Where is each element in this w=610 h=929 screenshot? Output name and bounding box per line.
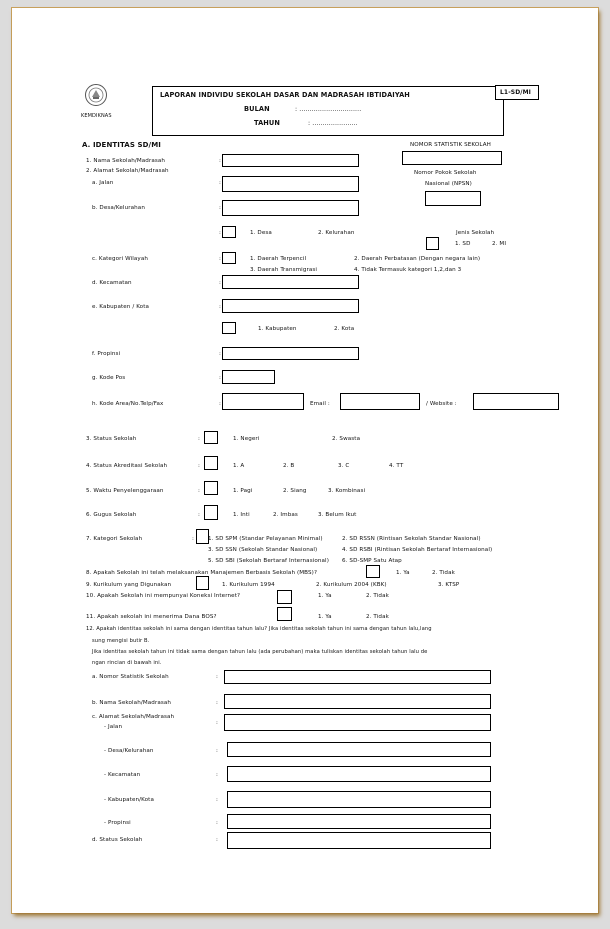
field-12c-label: c. Alamat Sekolah/Madrasah (92, 714, 175, 720)
f11-opt-2: 2. Tidak (366, 614, 389, 620)
colon: : (219, 401, 221, 407)
desa-opt-2: 2. Kelurahan (318, 230, 355, 236)
f8-opt-2: 2. Tidak (432, 570, 455, 576)
colon: : (192, 536, 194, 542)
akr-opt-2: 2. B (283, 463, 295, 469)
nss-input[interactable] (402, 151, 502, 165)
kat-opt-3: 3. SD SSN (Sekolah Standar Nasional) (208, 547, 318, 553)
field-9-label: 9. Kurikulum yang Digunakan (86, 582, 172, 588)
waktu-opt-1: 1. Pagi (233, 488, 253, 494)
f10-opt-2: 2. Tidak (366, 593, 389, 599)
field-8-label: 8. Apakah Sekolah ini telah melaksanakan Manajemen Berbasis Sekolah (MBS)? (86, 570, 318, 576)
desa-type-checkbox[interactable] (222, 226, 236, 238)
desa-input[interactable] (222, 200, 359, 216)
akreditasi-checkbox[interactable] (204, 456, 218, 470)
npsn-input[interactable] (425, 191, 481, 206)
field-12-line-3: Jika identitas sekolah tahun ini tidak sama dengan tahun lalu (ada perubahan) maka tuliskan identitas sekolah tahun lalu de (92, 649, 428, 655)
status-opt-2: 2. Swasta (332, 436, 361, 442)
colon: : (198, 463, 200, 469)
f10-opt-1: 1. Ya (318, 593, 332, 599)
colon: : (219, 230, 221, 236)
prev-nama-input[interactable] (224, 694, 491, 709)
colon: : (219, 158, 221, 164)
field-2a-label: a. Jalan (92, 180, 114, 186)
field-12c-kecamatan: - Kecamatan (104, 772, 141, 778)
prev-jalan-input[interactable] (224, 714, 491, 731)
colon: : (216, 837, 218, 843)
akr-opt-1: 1. A (233, 463, 245, 469)
email-label: Email : (310, 401, 330, 407)
bulan-value[interactable]: : .............................. (295, 106, 362, 113)
field-2-label: 2. Alamat Sekolah/Madrasah (86, 168, 169, 174)
kabupaten-type-checkbox[interactable] (222, 322, 236, 334)
field-12a-label: a. Nomor Statistik Sekolah (92, 674, 169, 680)
jenis-opt-1: 1. SD (455, 241, 471, 247)
field-2b-label: b. Desa/Kelurahan (92, 205, 145, 211)
colon: : (216, 674, 218, 680)
desa-opt-1: 1. Desa (250, 230, 272, 236)
field-4-label: 4. Status Akreditasi Sekolah (86, 463, 168, 469)
colon: : (219, 375, 221, 381)
waktu-opt-2: 2. Siang (283, 488, 307, 494)
status-checkbox[interactable] (204, 431, 218, 444)
colon: : (198, 436, 200, 442)
kurikulum-checkbox[interactable] (196, 576, 209, 590)
colon: : (219, 304, 221, 310)
prev-kecamatan-input[interactable] (227, 766, 491, 782)
kecamatan-input[interactable] (222, 275, 359, 289)
field-12b-label: b. Nama Sekolah/Madrasah (92, 700, 172, 706)
colon: : (198, 488, 200, 494)
field-12c-propinsi: - Propinsi (104, 820, 131, 826)
f8-opt-1: 1. Ya (396, 570, 410, 576)
wilayah-opt-2: 2. Daerah Perbatasan (Dengan negara lain) (354, 256, 481, 262)
colon: : (216, 748, 218, 754)
kur-opt-1: 1. Kurikulum 1994 (222, 582, 275, 588)
colon: : (216, 820, 218, 826)
document-page (12, 8, 598, 913)
gugus-opt-2: 2. Imbas (273, 512, 298, 518)
colon: : (216, 797, 218, 803)
kat-opt-1: 1. SD SPM (Standar Pelayanan Minimal) (208, 536, 323, 542)
prev-status-input[interactable] (227, 832, 491, 849)
kat-opt-4: 4. SD RSBI (Rintisan Sekolah Bertaraf Internasional) (342, 547, 493, 553)
logo-emblem-icon (84, 83, 108, 107)
field-10-label: 10. Apakah Sekolah ini mempunyai Koneksi Internet? (86, 593, 241, 599)
nama-sekolah-input[interactable] (222, 154, 359, 167)
kat-opt-2: 2. SD RSSN (Rintisan Sekolah Standar Nasional) (342, 536, 481, 542)
colon: : (219, 351, 221, 357)
f11-opt-1: 1. Ya (318, 614, 332, 620)
gugus-opt-1: 1. Inti (233, 512, 250, 518)
colon: : (216, 700, 218, 706)
bos-checkbox[interactable] (277, 607, 292, 621)
telp-input[interactable] (222, 393, 304, 410)
colon: : (219, 280, 221, 286)
jenis-label: Jenis Sekolah (456, 230, 495, 236)
waktu-opt-3: 3. Kombinasi (328, 488, 366, 494)
email-input[interactable] (340, 393, 420, 410)
colon: : (219, 205, 221, 211)
field-1-label: 1. Nama Sekolah/Madrasah (86, 158, 166, 164)
report-title: LAPORAN INDIVIDU SEKOLAH DASAR DAN MADRASAH IBTIDAIYAH (160, 91, 410, 99)
kur-opt-3: 3. KTSP (438, 582, 460, 588)
propinsi-input[interactable] (222, 347, 359, 360)
field-11-label: 11. Apakah sekolah ini menerima Dana BOS? (86, 614, 217, 620)
section-a-title: A. IDENTITAS SD/MI (82, 141, 161, 149)
colon: : (219, 180, 221, 186)
wilayah-opt-1: 1. Daerah Terpencil (250, 256, 307, 262)
field-12d-label: d. Status Sekolah (92, 837, 143, 843)
field-12c-kabupaten: - Kabupaten/Kota (104, 797, 154, 803)
colon: : (219, 256, 221, 262)
kat-opt-5: 5. SD SBI (Sekolah Bertaraf Internasional) (208, 558, 329, 564)
tahun-value[interactable]: : ...................... (308, 120, 358, 127)
website-label: / Website : (426, 401, 457, 407)
akr-opt-4: 4. TT (389, 463, 404, 469)
kur-opt-2: 2. Kurikulum 2004 (KBK) (316, 582, 387, 588)
kabupaten-input[interactable] (222, 299, 359, 313)
field-2f-label: f. Propinsi (92, 351, 121, 357)
field-2d-label: d. Kecamatan (92, 280, 132, 286)
form-code: L1-SD/MI (500, 89, 531, 96)
kat-opt-6: 6. SD-SMP Satu Atap (342, 558, 402, 564)
field-12-line-4: ngan rincian di bawah ini. (92, 660, 162, 666)
jalan-input[interactable] (222, 176, 359, 192)
field-12-line-2: sung mengisi butir B. (92, 638, 150, 644)
field-2e-label: e. Kabupaten / Kota (92, 304, 150, 310)
prev-propinsi-input[interactable] (227, 814, 491, 829)
field-12-line-1: 12. Apakah identitas sekolah ini sama dengan identitas tahun lalu? Jika identitas sekolah tahun ini sama dengan tahun lalu,lang (86, 626, 432, 632)
kab-opt-2: 2. Kota (334, 326, 355, 332)
colon: : (216, 720, 218, 726)
field-6-label: 6. Gugus Sekolah (86, 512, 137, 518)
npsn-label-2: Nasional (NPSN) (425, 181, 472, 187)
colon: : (216, 772, 218, 778)
field-12c-desa: - Desa/Kelurahan (104, 748, 154, 754)
wilayah-checkbox[interactable] (222, 252, 236, 264)
npsn-label-1: Nomor Pokok Sekolah (414, 170, 477, 176)
field-7-label: 7. Kategori Sekolah (86, 536, 143, 542)
prev-nss-input[interactable] (224, 670, 491, 684)
mbs-checkbox[interactable] (366, 565, 380, 578)
waktu-checkbox[interactable] (204, 481, 218, 495)
field-2g-label: g. Kode Pos (92, 375, 126, 381)
internet-checkbox[interactable] (277, 590, 292, 604)
field-3-label: 3. Status Sekolah (86, 436, 137, 442)
kode-pos-input[interactable] (222, 370, 275, 384)
akr-opt-3: 3. C (338, 463, 350, 469)
jenis-checkbox[interactable] (426, 237, 439, 250)
tahun-label: TAHUN (254, 119, 280, 127)
nss-label: NOMOR STATISTIK SEKOLAH (410, 142, 491, 148)
gugus-opt-3: 3. Belum Ikut (318, 512, 357, 518)
kab-opt-1: 1. Kabupaten (258, 326, 297, 332)
wilayah-opt-3: 3. Daerah Transmigrasi (250, 267, 318, 273)
bulan-label: BULAN (244, 105, 270, 113)
field-5-label: 5. Waktu Penyelenggaraan (86, 488, 164, 494)
logo-text: KEMDIKNAS (81, 113, 112, 119)
status-opt-1: 1. Negeri (233, 436, 260, 442)
jenis-opt-2: 2. MI (492, 241, 507, 247)
field-2h-label: h. Kode Area/No.Telp/Fax (92, 401, 164, 407)
field-12c-jalan: - Jalan (104, 724, 123, 730)
wilayah-opt-4: 4. Tidak Termasuk kategori 1,2,dan 3 (354, 267, 462, 273)
gugus-checkbox[interactable] (204, 505, 218, 520)
prev-desa-input[interactable] (227, 742, 491, 757)
prev-kabupaten-input[interactable] (227, 791, 491, 808)
colon: : (198, 512, 200, 518)
website-input[interactable] (473, 393, 559, 410)
field-2c-label: c. Kategori Wilayah (92, 256, 148, 262)
